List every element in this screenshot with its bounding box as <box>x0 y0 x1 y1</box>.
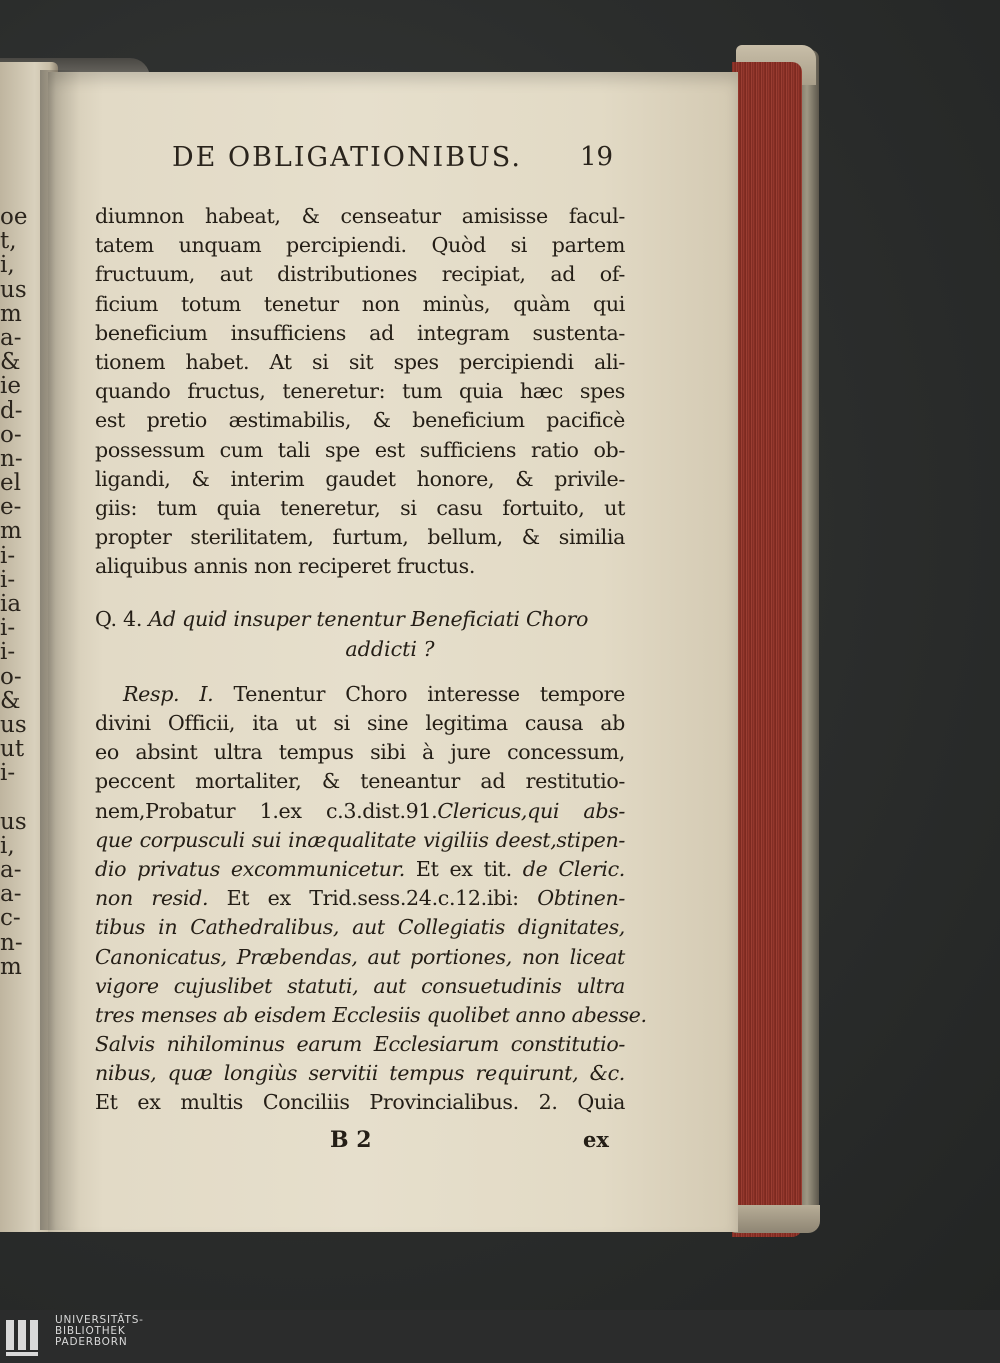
text-line <box>95 855 625 884</box>
institution-name <box>55 1315 144 1348</box>
citation: de Cleric. <box>522 856 625 881</box>
text-span: nem,Probatur 1.ex c.3.dist.91. <box>95 798 438 823</box>
left-text-fragment: ut <box>0 737 25 762</box>
left-text-fragment: c- <box>0 906 21 931</box>
text-line: tatem unquam percipiendi. Quòd si partem <box>95 233 625 258</box>
left-text-fragment: t, <box>0 229 17 254</box>
text-line: giis: tum quia teneretur, si casu fortuito, ut <box>95 495 625 520</box>
left-text-fragment: us <box>0 809 27 834</box>
left-page-text-fragments <box>0 205 40 979</box>
left-text-fragment: i- <box>0 616 16 641</box>
left-text-fragment: i- <box>0 567 16 592</box>
left-text-fragment: oe <box>0 205 28 230</box>
question-number: Q. 4. <box>95 607 143 632</box>
library-logo-icon <box>4 1316 48 1358</box>
left-text-fragment: & <box>0 350 21 375</box>
left-text-fragment <box>0 786 40 810</box>
question-text: Ad quid insuper tenentur Beneficiati Choro <box>148 607 589 632</box>
question-heading <box>95 605 625 634</box>
text-line: possessum cum tali spe est sufficiens ratio ob- <box>95 437 625 462</box>
text-span: Et ex Trid.sess.24.c.12.ibi: <box>208 886 538 911</box>
citation: non resid. <box>95 886 209 911</box>
left-text-fragment: o- <box>0 664 22 689</box>
gutter-shadow <box>40 70 80 1230</box>
council-quotation <box>95 913 647 1088</box>
left-text-fragment: d- <box>0 398 23 423</box>
text-line <box>95 797 625 826</box>
text-line: propter sterilitatem, furtum, bellum, & similia <box>95 525 625 550</box>
citation-line: que corpusculi sui inæqualitate vigiliis deest,stipen- <box>95 827 625 852</box>
left-text-fragment: i- <box>0 640 16 665</box>
text-span: Et ex tit. <box>404 856 523 881</box>
left-text-fragment: m <box>0 519 22 544</box>
catchword: ex <box>583 1127 609 1152</box>
text-line: aliquibus annis non reciperet fructus. <box>95 554 476 579</box>
citation-line: tibus in Cathedralibus, aut Collegiatis dignitates, <box>95 915 625 940</box>
text-line: tionem habet. At si sit spes percipiendi ali- <box>95 349 625 374</box>
citation-line: tres menses ab eisdem Ecclesiis quolibet anno abesse. <box>95 1002 647 1027</box>
left-text-fragment: e- <box>0 495 22 520</box>
citation-line: nibus, quæ longiùs servitii tempus requirunt, &c. <box>95 1061 625 1086</box>
citation: dio privatus excommunicetur. <box>95 856 405 881</box>
text-line: divini Officii, ita ut si sine legitima causa ab <box>95 711 625 735</box>
page-body <box>95 202 647 1118</box>
text-line: est pretio æstimabilis, & beneficium pacificè <box>95 408 625 433</box>
left-text-fragment: n- <box>0 930 23 955</box>
text-line: diumnon habeat, & censeatur amisisse facul- <box>95 204 625 228</box>
page-block-bottom <box>730 1205 820 1233</box>
citation-line: Salvis nihilominus earum Ecclesiarum constitutio- <box>95 1032 625 1057</box>
text-line: peccent mortaliter, & teneantur ad restitutio- <box>95 769 625 794</box>
left-text-fragment: i- <box>0 761 16 786</box>
left-text-fragment: ia <box>0 592 22 617</box>
red-page-edges <box>732 62 802 1237</box>
institution-line: BIBLIOTHEK <box>55 1325 126 1337</box>
citation-line: Canonicatus, Præbendas, aut portiones, non liceat <box>95 944 625 969</box>
paragraph-1 <box>95 202 625 581</box>
citation: Clericus,qui abs- <box>437 798 625 823</box>
left-text-fragment: o- <box>0 422 22 447</box>
left-text-fragment: el <box>0 471 21 496</box>
text-line: ficium totum tenetur non minùs, quàm qui <box>95 291 625 316</box>
text-line: Et ex multis Conciliis Provincialibus. 2. Quia <box>95 1090 625 1115</box>
institution-line: PADERBORN <box>55 1336 128 1348</box>
page-number: 19 <box>580 142 614 172</box>
text-line: fructuum, aut distributiones recipiat, ad of- <box>95 262 625 287</box>
left-text-fragment: a- <box>0 325 22 351</box>
running-head: DE OBLIGATIONIBUS. <box>172 142 522 173</box>
left-text-fragment: i- <box>0 543 16 568</box>
response-label: Resp. I. <box>123 681 214 706</box>
text-line: ligandi, & interim gaudet honore, & privile- <box>95 466 625 491</box>
footer-bar <box>0 1310 1000 1363</box>
left-text-fragment: m <box>0 954 22 979</box>
citation: Obtinen- <box>537 886 625 911</box>
left-text-fragment: a- <box>0 858 22 883</box>
left-text-fragment: us <box>0 277 27 302</box>
text-line: quando fructus, teneretur: tum quia hæc spes <box>95 379 625 404</box>
left-text-fragment: m <box>0 301 22 326</box>
citation-line: vigore cujuslibet statuti, aut consuetudinis ultra <box>95 973 625 998</box>
question-text-cont: addicti ? <box>345 636 435 661</box>
left-text-fragment: us <box>0 712 27 738</box>
left-text-fragment: ie <box>0 374 21 399</box>
left-text-fragment: & <box>0 688 21 713</box>
left-text-fragment: i, <box>0 833 15 859</box>
left-text-fragment: n- <box>0 446 23 472</box>
signature-mark: B 2 <box>330 1127 372 1153</box>
left-text-fragment: a- <box>0 882 22 907</box>
text-line: beneficium insufficiens ad integram sustenta- <box>95 320 625 345</box>
institution-line: UNIVERSITÄTS- <box>55 1314 144 1326</box>
text-line <box>95 884 625 913</box>
left-text-fragment: i, <box>0 253 15 278</box>
response-first-line <box>95 680 625 709</box>
text-line: eo absint ultra tempus sibi à jure concessum, <box>95 740 625 765</box>
response-text: Tenentur Choro interesse tempore <box>233 681 626 706</box>
